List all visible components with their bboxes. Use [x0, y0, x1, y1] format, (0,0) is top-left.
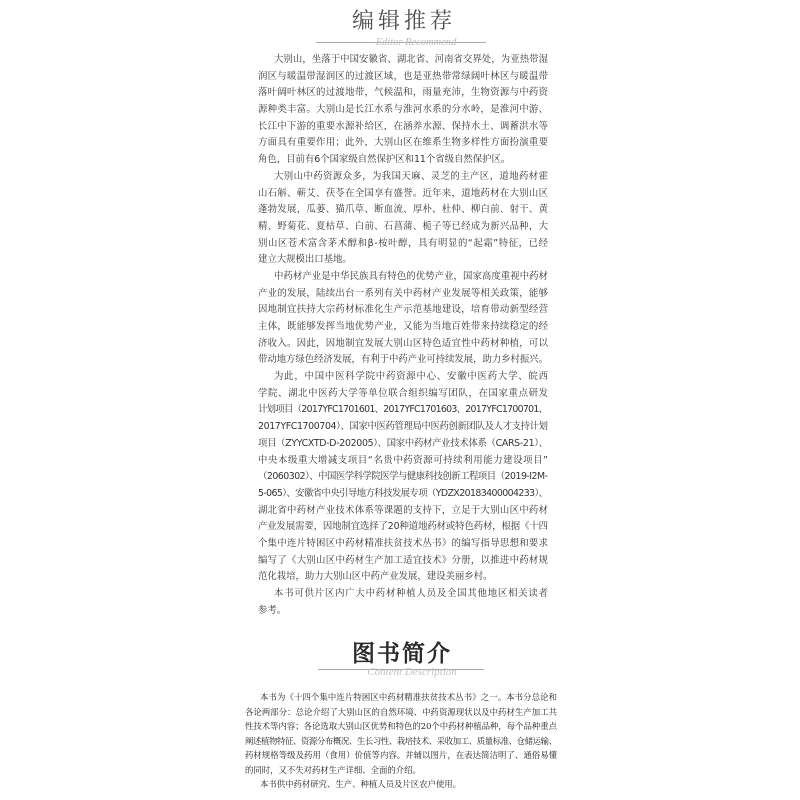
text-line-content: 2017YFC1700704）、国家中医药管理局中医药创新团队及人才支持计划: [258, 421, 548, 433]
text-line: [258, 519, 548, 536]
text-line: [258, 236, 548, 253]
text-line-content: 项目（ZYYCXTD-D-202005）、国家中药材产业技术体系（CARS-21）、: [258, 437, 548, 449]
text-line-content: 本书可供片区内广大中药材种植人员及全国其他地区相关读者: [274, 588, 549, 599]
text-line: [258, 586, 548, 603]
paragraph: [258, 52, 548, 169]
paragraph: [258, 269, 548, 369]
text-line: [245, 777, 557, 792]
text-line-content: 长江中下游的重要水源补给区，在涵养水源、保持水土、调蓄洪水等: [258, 120, 549, 132]
text-line-content: 阐述植物特征、资源分布概况、生长习性、栽培技术、采收加工、质量标准、仓储运输、: [245, 735, 557, 746]
text-line: [258, 119, 548, 136]
text-line: [245, 763, 557, 778]
text-line: [258, 436, 548, 453]
text-line-content: 建立大规模出口基地。: [258, 254, 352, 266]
text-line: [258, 135, 548, 152]
text-line: [258, 453, 548, 470]
editor-recommend-title: 编辑推荐: [351, 9, 456, 34]
text-line-content: 源种类丰富。大别山是长江水系与淮河水系的分水岭，是淮河中游、: [258, 104, 549, 116]
text-line: [258, 69, 548, 86]
text-line: [245, 690, 557, 705]
text-line: [258, 536, 548, 553]
text-line: [258, 269, 548, 286]
text-line: [258, 202, 548, 219]
text-line: [258, 319, 548, 336]
text-line-content: 济收入。因此，因地制宜发展大别山区特色适宜性中药材种植，可以: [258, 337, 549, 349]
text-line-content: 中药材产业是中华民族具有特色的优势产业，国家高度重视中药材: [274, 270, 549, 282]
paragraph: [245, 777, 557, 792]
text-line-content: 大别山中药资源众多，为我国天麻、灵芝的主产区，道地药材霍: [274, 170, 549, 182]
editor-recommend-body: [258, 52, 548, 619]
text-line-content: 润区与暖温带湿润区的过渡区域，也是亚热带常绿阔叶林区与暖温带: [258, 70, 549, 82]
content-description-subtitle: Content Description: [367, 666, 457, 678]
paragraph: [245, 690, 557, 777]
text-line-content: 编写了《大别山区中药材生产加工适宜技术》分册，以推进中药材规: [258, 554, 549, 566]
text-line-content: 精、野菊花、夏枯草、白前、石菖蒲、栀子等已经成为新兴品种，大: [258, 220, 549, 232]
text-line-content: 计划项目（2017YFC1701601、2017YFC1701603、2017YFC1700701、: [258, 404, 548, 416]
text-line-content: 角色，目前有6个国家级自然保护区和11个省级自然保护区。: [258, 154, 511, 166]
text-line-content: 因地制宜扶持大宗药材标准化生产示范基地建设，培育带动新型经营: [258, 304, 549, 316]
text-line-content: 别山区苍术富含茅术醇和β-桉叶醇，具有明显的“起霜”特征，已经: [258, 237, 549, 249]
text-line-content: 湖北省中药材产业技术体系等课题的支持下，立足于大别山区中药材: [258, 504, 549, 516]
text-line-content: 落叶阔叶林区的过渡地带，气候温和，雨量充沛，生物资源与中药资: [258, 87, 549, 99]
paragraph: [258, 169, 548, 269]
text-line: [258, 386, 548, 403]
text-line: [258, 486, 548, 503]
text-line: [258, 186, 548, 203]
paragraph: [258, 369, 548, 586]
text-line-content: 各论两部分：总论介绍了大别山区的自然环境、中药资源现状以及中药材生产加工共: [245, 706, 558, 717]
text-line-content: 学院、湖北中医药大学等单位联合组织编写团队，在国家重点研发: [258, 387, 549, 399]
text-line-content: 大别山，坐落于中国安徽省、湖北省、河南省交界处，为亚热带湿: [274, 54, 549, 65]
editor-recommend-subtitle: Editor Recommend: [375, 37, 457, 48]
paragraph: [258, 586, 548, 619]
text-line-content: 个集中连片特困区中药材精准扶贫技术丛书》的编写指导思想和要求: [258, 537, 549, 549]
text-line-content: 的同时，又不失对药材生产详细、全面的介绍。: [245, 764, 421, 775]
text-line: [245, 734, 557, 749]
text-line: [258, 52, 548, 69]
text-line-content: 范化栽培，助力大别山区中药产业发展，建设美丽乡村。: [258, 571, 493, 583]
text-line-content: 参考。: [258, 604, 287, 616]
text-line: [258, 469, 548, 486]
text-line: [258, 369, 548, 386]
text-line: [258, 252, 548, 269]
text-line: [258, 169, 548, 186]
text-line: [258, 336, 548, 353]
text-line-content: 本书为《十四个集中连片特困区中药材精准扶贫技术丛书》之一。本书分总论和: [260, 692, 558, 702]
text-line: [258, 102, 548, 119]
text-line-content: 中央本级重大增减支项目“名贵中药资源可持续利用能力建设项目”: [258, 454, 549, 466]
text-line: [258, 85, 548, 102]
text-line-content: 本书供中药材研究、生产、种植人员及片区农户使用。: [260, 779, 461, 789]
text-line: [258, 402, 548, 419]
text-line-content: 方面具有重要作用；此外，大别山区在维系生物多样性方面扮演重要: [258, 137, 549, 149]
text-line: [258, 352, 548, 369]
text-line-content: 产业的发展，陆续出台一系列有关中药材产业发展等相关政策，能够: [258, 287, 549, 299]
text-line-content: 主体，既能够发挥当地优势产业，又能为当地百姓带来持续稳定的经: [258, 321, 549, 332]
text-line: [258, 286, 548, 303]
content-description-body: [245, 690, 557, 792]
text-line-content: 带动地方绿色经济发展，有利于中药产业可持续发展，助力乡村振兴。: [258, 354, 548, 366]
text-line-content: （2060302）、中国医学科学院医学与健康科技创新工程项目（2019-I2M-: [258, 471, 548, 483]
text-line: [258, 503, 548, 520]
text-line: [258, 603, 548, 620]
text-line: [258, 152, 548, 169]
text-line-content: 为此，中国中医科学院中药资源中心、安徽中医药大学、皖西: [274, 371, 549, 383]
text-line: [258, 419, 548, 436]
text-line: [258, 219, 548, 236]
text-line: [258, 569, 548, 586]
text-line: [245, 705, 557, 720]
text-line: [258, 302, 548, 319]
text-line-content: 药材规格等级及药用（食用）价值等内容。并辅以图片，在表达简洁明了、通俗易懂: [245, 750, 558, 760]
text-line-content: 蓬勃发展，瓜蒌、猫爪草、断血流、厚朴、杜仲、柳白前、射干、黄: [258, 204, 549, 216]
text-line: [258, 553, 548, 570]
text-line-content: 产业发展需要，因地制宜选择了20种道地药材或特色药材，根据《十四: [258, 521, 548, 533]
text-line-content: 性技术等内容；各论选取大别山区优势和特色的20个中药材种植品种，每个品种重点: [245, 721, 557, 731]
text-line: [245, 719, 557, 734]
text-line: [245, 748, 557, 763]
text-line-content: 5-065）、安徽省中央引导地方科技发展专项（YDZX20183400004233）、: [258, 487, 548, 499]
content-description-title: 图书简介: [352, 641, 452, 667]
text-line-content: 山石斛、蕲艾、茯苓在全国享有盛誉。近年来，道地药材在大别山区: [258, 187, 549, 199]
